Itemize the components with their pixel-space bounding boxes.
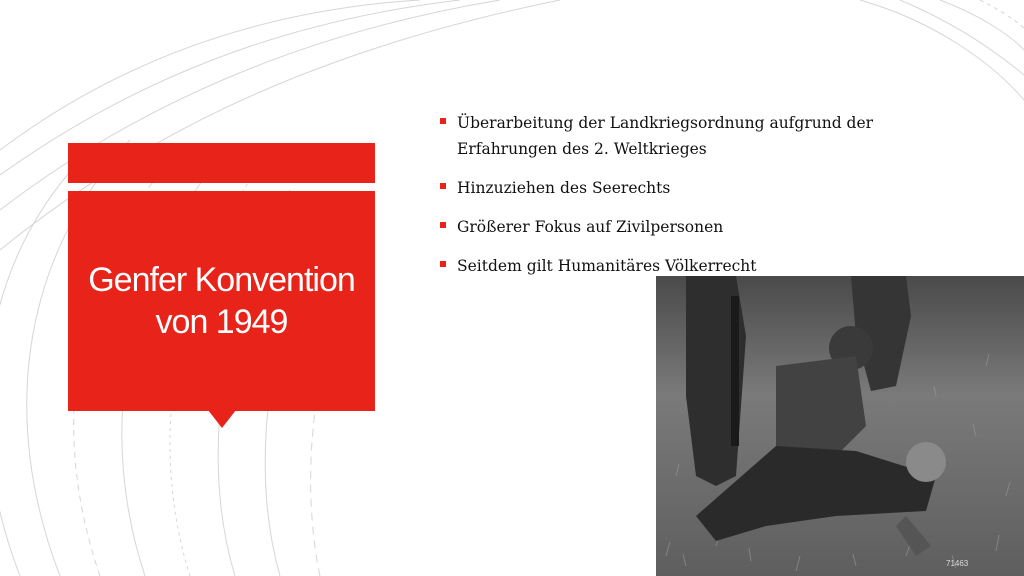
square-bullet-icon xyxy=(440,118,446,124)
square-bullet-icon xyxy=(440,222,446,228)
historical-photo xyxy=(656,276,1024,576)
square-bullet-icon xyxy=(440,183,446,189)
bullet-text: Überarbeitung der Landkriegsordnung aufgrund der Erfahrungen des 2. Weltkrieges xyxy=(457,114,874,158)
bullet-item xyxy=(440,175,940,201)
title-box xyxy=(68,191,375,411)
bullet-item xyxy=(440,214,940,240)
bullet-list xyxy=(440,110,940,292)
slide-title: Genfer Konvention von 1949 xyxy=(88,261,355,341)
bullet-text: Hinzuziehen des Seerechts xyxy=(457,179,671,197)
photo-image xyxy=(656,276,1024,576)
bullet-text: Größerer Fokus auf Zivilpersonen xyxy=(457,218,724,236)
square-bullet-icon xyxy=(440,261,446,267)
title-accent-bar xyxy=(68,143,375,183)
svg-text:71463: 71463 xyxy=(946,559,969,568)
bullet-text: Seitdem gilt Humanitäres Völkerrecht xyxy=(457,257,757,275)
title-pointer xyxy=(208,410,236,428)
bullet-item xyxy=(440,110,940,162)
